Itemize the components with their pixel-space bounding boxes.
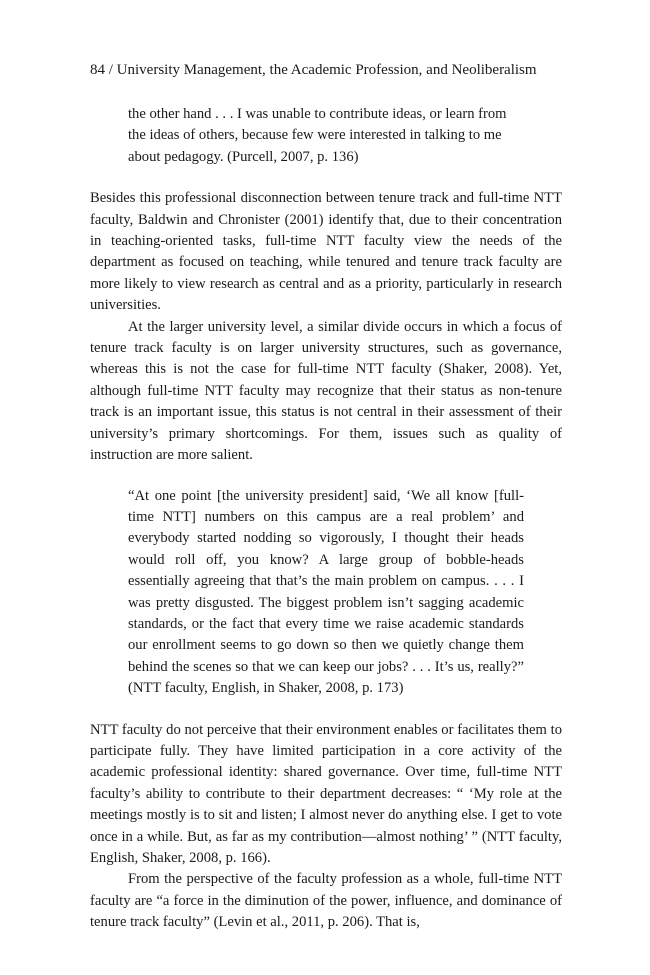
body-paragraph-3: NTT faculty do not perceive that their environment enables or facilitates them to participate fully. They have limited participation in a core activity of the academic professional identity: shared governance. Over time, full-time NTT faculty’s ability to contribute to their department decreases: “ ‘My role at the meetings mostly is to sit and listen; I almost never do anything else. I get to vote once in a while. But, as far as my contribution—almost nothing’ ” (NTT faculty, English, Shaker, 2008, p. 166). xyxy=(90,721,562,866)
block-quote-continued: the other hand . . . I was unable to contribute ideas, or learn from the ideas of others, because few were interested in talking to me about pedagogy. (Purcell, 2007, p. 136) xyxy=(128,106,507,165)
block-quote-president: “At one point [the university president] said, ‘We all know [full-time NTT] numbers on this campus are a real problem’ and everybody started nodding so vigorously, I thought their heads would roll off, you know? A large group of bobble-heads essentially agreeing that that’s the main problem on campus. . . . I was pretty disgusted. The biggest problem isn’t sagging academic standards, or the fact that every time we raise academic standards our enrollment seems to go down so then we quietly change them behind the scenes so that we can keep our jobs? . . . It’s us, really?” (NTT faculty, English, in Shaker, 2008, p. 173) xyxy=(128,487,524,697)
page-body xyxy=(90,104,562,934)
body-paragraph-4: From the perspective of the faculty profession as a whole, full-time NTT faculty are “a force in the diminution of the power, influence, and dominance of tenure track faculty” (Levin et al., 2011, p. 206). That is, xyxy=(90,871,562,931)
running-head: 84 / University Management, the Academic Profession, and Neoliberalism xyxy=(90,62,537,78)
body-paragraph-1: Besides this professional disconnection between tenure track and full-time NTT faculty, Baldwin and Chronister (2001) identify that, due to their concentration in teaching-oriented tasks, full-time NTT faculty view the needs of the department as focused on teaching, while tenured and tenure track faculty are more likely to view research as central and as a priority, particularly in research universities. xyxy=(90,190,562,314)
body-paragraph-2: At the larger university level, a similar divide occurs in which a focus of tenure track faculty is on larger university structures, such as governance, whereas this is not the case for full-time NTT faculty (Shaker, 2008). Yet, although full-time NTT faculty may recognize that their status as non-tenure track is an important issue, this status is not central in their assessment of their university’s primary shortcomings. For them, issues such as quality of instruction are more salient. xyxy=(90,318,562,464)
